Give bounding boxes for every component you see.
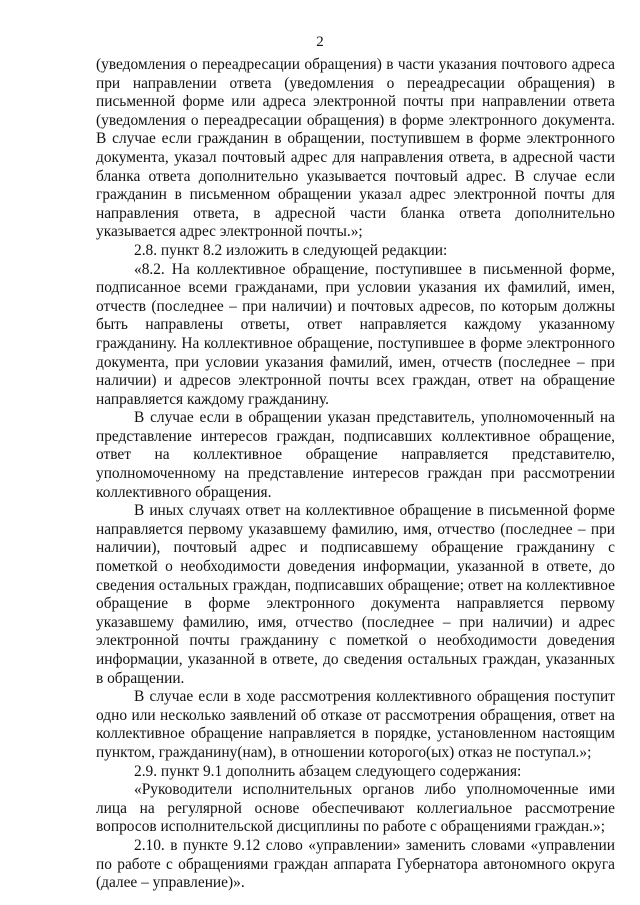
paragraph-continuation: (уведомления о переадресации обращения) в части указания почтового адреса при направлении ответа (уведомления о переадресации обращения) в письменной форме или адреса электронной почты при направлении ответа (уведомления о переадресации обращения) в форме электронного документа. В случае если гражданин в обращении, поступившем в форме электронного документа, указал почтовый адрес для направления ответа, в адресной части бланка ответа дополнительно указывается почтовый адрес. В случае если гражданин в письменном обращении указал адрес электронной почты для направления ответа, в адресной части бланка ответа дополнительно указывается адрес электронной почты.»; xyxy=(96,56,615,241)
document-body xyxy=(96,56,615,893)
paragraph-clause-8-2: «8.2. На коллективное обращение, поступившее в письменной форме, подписанное всеми гражданами, при условии указания их фамилий, имен, отчеств (последнее – при наличии) и почтовых адресов, по которым должны быть направлены ответы, ответ направляется каждому указанному гражданину. На коллективное обращение, поступившее в форме электронного документа, при условии указания фамилий, имен, отчеств (последнее – при наличии) и адресов электронной почты всех граждан, ответ на обращение направляется каждому гражданину. xyxy=(96,260,615,408)
paragraph-other-cases: В иных случаях ответ на коллективное обращение в письменной форме направляется первому указавшему фамилию, имя, отчество (последнее – при наличии), почтовый адрес и подписавшему обращение гражданину с пометкой о необходимости доведения информации, указанной в ответе, до сведения остальных граждан, подписавших обращение; ответ на коллективное обращение в форме электронного документа направляется первому указавшему фамилию, имя, отчество (последнее – при наличии) и адрес электронной почты гражданину с пометкой о необходимости доведения информации, указанной в ответе, до сведения остальных граждан, указанных в обращении. xyxy=(96,502,615,687)
paragraph-item-2-9: 2.9. пункт 9.1 дополнить абзацем следующего содержания: xyxy=(134,762,522,780)
paragraph-item-2-10: 2.10. в пункте 9.12 слово «управлении» заменить словами «управлении по работе с обращениями граждан аппарата Губернатора автономного округа (далее – управление)». xyxy=(96,836,615,892)
paragraph-item-2-8: 2.8. пункт 8.2 изложить в следующей редакции: xyxy=(134,241,448,259)
paragraph-heads-of-bodies: «Руководители исполнительных органов либо уполномоченные ими лица на регулярной основе обеспечивают коллегиальное рассмотрение вопросов исполнительской дисциплины по работе с обращениями граждан.»; xyxy=(96,781,615,836)
paragraph-representative: В случае если в обращении указан представитель, уполномоченный на представление интересов граждан, подписавших коллективное обращение, ответ на коллективное обращение направляется представителю, уполномоченному на представление интересов граждан при рассмотрении коллективного обращения. xyxy=(96,409,615,501)
paragraph-withdrawal: В случае если в ходе рассмотрения коллективного обращения поступит одно или несколько заявлений об отказе от рассмотрения обращения, ответ на коллективное обращение направляется в порядке, установленном настоящим пунктом, гражданину(нам), в отношении которого(ых) отказ не поступал.»; xyxy=(96,688,615,761)
page-number: 2 xyxy=(316,34,324,50)
